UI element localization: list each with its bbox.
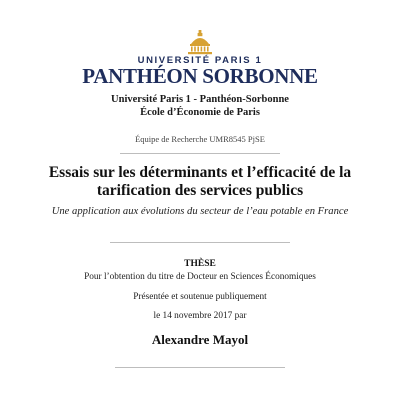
thesis-title xyxy=(0,164,400,200)
institution-name: Université Paris 1 - Panthéon-Sorbonne xyxy=(111,94,289,105)
thesis-title-line: tarification des services publics xyxy=(96,182,304,199)
dome-icon xyxy=(186,30,214,56)
school-name: École d’Économie de Paris xyxy=(140,107,260,118)
thesis-subtitle: Une application aux évolutions du secteur de l’eau potable en France xyxy=(51,206,349,217)
defense-date: le 14 novembre 2017 par xyxy=(153,311,247,321)
university-name: PANTHÉON SORBONNE xyxy=(82,64,318,88)
divider xyxy=(115,367,285,368)
divider xyxy=(110,242,290,243)
degree-purpose: Pour l’obtention du titre de Docteur en Sciences Économiques xyxy=(84,272,316,282)
thesis-heading: THÈSE xyxy=(184,259,216,269)
author-name: Alexandre Mayol xyxy=(151,332,249,347)
university-logo xyxy=(0,30,400,56)
university-line: UNIVERSITÉ PARIS 1 xyxy=(137,55,263,66)
thesis-title-line: Essais sur les déterminants et l’efficacité de la xyxy=(48,164,352,181)
research-team: Équipe de Recherche UMR8545 PjSE xyxy=(135,134,265,144)
presentation-note: Présentée et soutenue publiquement xyxy=(133,292,267,302)
divider xyxy=(120,153,280,154)
